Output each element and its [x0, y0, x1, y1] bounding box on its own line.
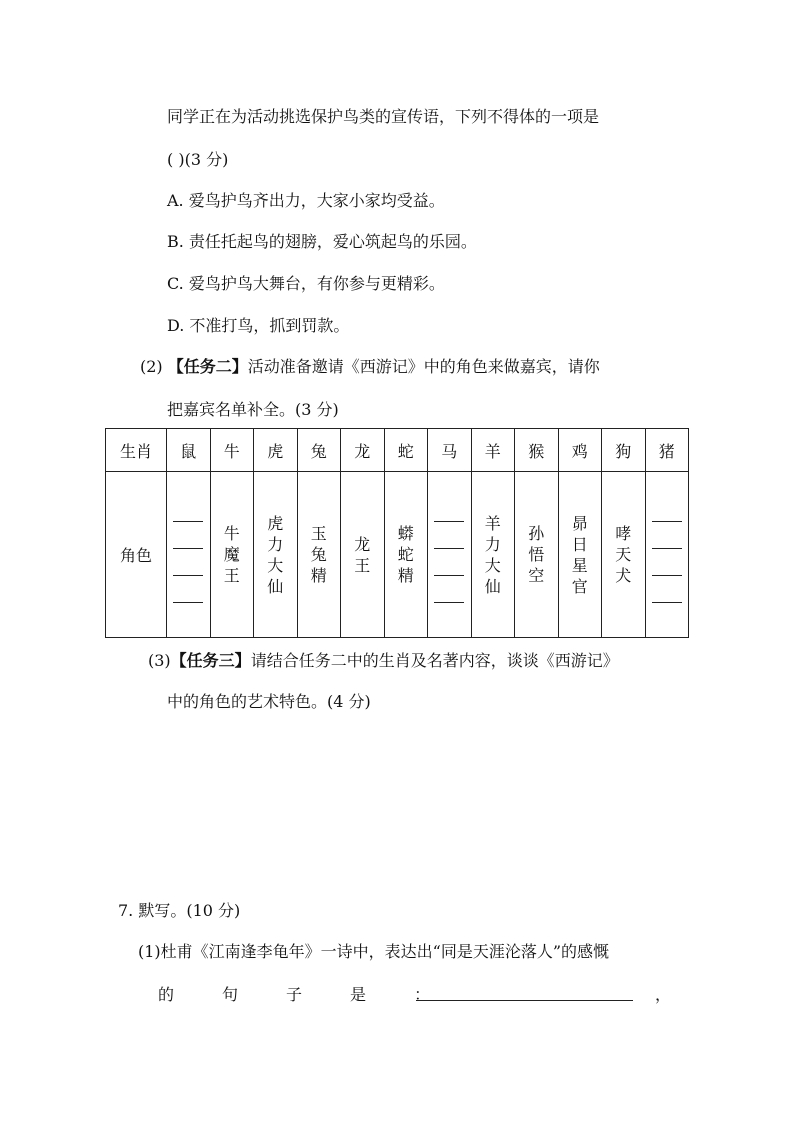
role-char: 悟	[528, 545, 545, 564]
zodiac-cell: 龙	[341, 429, 385, 472]
zodiac-cell: 虎	[254, 429, 298, 472]
spaced-char: 是	[350, 985, 367, 1004]
role-cell	[297, 472, 341, 638]
role-char: 玉	[310, 524, 327, 543]
task2-tag: 【任务二】	[167, 357, 248, 376]
task3-number: (3)	[148, 651, 171, 670]
role-char: 孙	[528, 524, 545, 543]
role-char: 官	[571, 576, 588, 596]
role-char: 日	[571, 534, 588, 554]
task3-line1	[148, 651, 619, 671]
blank-line[interactable]	[652, 561, 682, 576]
role-char: 王	[223, 566, 240, 585]
zodiac-cell: 马	[428, 429, 472, 472]
role-char: 昴	[571, 513, 588, 533]
role-char: 兔	[310, 545, 327, 564]
spaced-char: 句	[222, 985, 239, 1004]
task2-text: 活动准备邀请《西游记》中的角色来做嘉宾，请你	[247, 357, 600, 376]
role-cell	[384, 472, 428, 638]
role-name-vertical	[528, 523, 544, 586]
task2-line2: 把嘉宾名单补全。(3 分)	[167, 400, 339, 419]
role-blank-lines[interactable]	[646, 507, 689, 603]
option-a: A. 爱鸟护鸟齐出力，大家小家均受益。	[167, 191, 445, 210]
question-7-title: 7. 默写。(10 分)	[118, 901, 241, 920]
option-c: C. 爱鸟护鸟大舞台，有你参与更精彩。	[167, 274, 445, 293]
role-name-vertical	[224, 523, 240, 586]
zodiac-cell: 鸡	[558, 429, 602, 472]
zodiac-cell: 蛇	[384, 429, 428, 472]
blank-line[interactable]	[173, 534, 203, 549]
role-cell[interactable]	[167, 472, 211, 638]
role-name-vertical	[398, 523, 414, 586]
role-row	[106, 472, 689, 638]
blank-line[interactable]	[173, 588, 203, 603]
blank-line[interactable]	[652, 507, 682, 522]
role-char: 仙	[484, 576, 501, 596]
role-char: 虎	[267, 513, 284, 533]
question-7-sub1: (1)杜甫《江南逢李龟年》一诗中，表达出“同是天涯沦落人”的感慨	[138, 942, 610, 961]
role-char: 空	[528, 566, 545, 585]
role-cell[interactable]	[428, 472, 472, 638]
option-d: D. 不准打鸟，抓到罚款。	[167, 316, 350, 335]
role-name-vertical	[572, 513, 588, 597]
answer-bracket: ( )(3 分)	[167, 150, 229, 169]
zodiac-role-table	[105, 428, 689, 638]
role-name-vertical	[485, 513, 501, 597]
role-cell	[210, 472, 254, 638]
blank-line[interactable]	[434, 588, 464, 603]
zodiac-cell: 鼠	[167, 429, 211, 472]
role-char: 王	[354, 555, 371, 575]
role-name-vertical	[354, 534, 370, 576]
zodiac-header-label: 生肖	[106, 429, 167, 472]
role-char: 犬	[615, 566, 632, 585]
role-char: 大	[267, 555, 284, 575]
task3-tag: 【任务三】	[170, 651, 251, 670]
zodiac-cell: 羊	[471, 429, 515, 472]
role-blank-lines[interactable]	[167, 507, 210, 603]
spaced-char: 的	[158, 985, 175, 1004]
role-cell	[254, 472, 298, 638]
zodiac-cell: 兔	[297, 429, 341, 472]
zodiac-cell: 牛	[210, 429, 254, 472]
role-char: 精	[397, 566, 414, 585]
role-cell	[471, 472, 515, 638]
role-name-vertical	[267, 513, 283, 597]
blank-line[interactable]	[173, 507, 203, 522]
zodiac-cell: 狗	[602, 429, 646, 472]
role-char: 羊	[484, 513, 501, 533]
task2-number: (2)	[140, 357, 163, 376]
comma: ，	[655, 985, 672, 1004]
blank-line[interactable]	[652, 588, 682, 603]
zodiac-cell: 猴	[515, 429, 559, 472]
answer-fill-line[interactable]	[416, 1000, 633, 1001]
role-char: 仙	[267, 576, 284, 596]
role-name-vertical	[311, 523, 327, 586]
role-char: 魔	[223, 545, 240, 564]
role-char: 蟒	[397, 524, 414, 543]
role-char: 哮	[615, 524, 632, 543]
zodiac-cell: 猪	[645, 429, 689, 472]
option-b: B. 责任托起鸟的翅膀，爱心筑起鸟的乐园。	[167, 232, 477, 251]
role-char: 大	[484, 555, 501, 575]
blank-line[interactable]	[434, 507, 464, 522]
role-char: 星	[571, 555, 588, 575]
role-char: 力	[484, 534, 501, 554]
role-row-label: 角色	[106, 472, 167, 638]
spaced-char: ：	[414, 985, 431, 1004]
question-stem: 同学正在为活动挑选保护鸟类的宣传语，下列不得体的一项是	[167, 107, 600, 126]
role-char: 力	[267, 534, 284, 554]
spaced-char: 子	[286, 985, 303, 1004]
role-cell	[515, 472, 559, 638]
task3-line2: 中的角色的艺术特色。(4 分)	[167, 692, 371, 711]
role-cell[interactable]	[645, 472, 689, 638]
role-cell	[602, 472, 646, 638]
blank-line[interactable]	[173, 561, 203, 576]
role-char: 天	[615, 545, 632, 564]
role-name-vertical	[615, 523, 631, 586]
role-char: 龙	[354, 534, 371, 554]
blank-line[interactable]	[434, 561, 464, 576]
role-char: 精	[310, 566, 327, 585]
role-cell	[558, 472, 602, 638]
blank-line[interactable]	[652, 534, 682, 549]
task2-line1	[140, 357, 600, 377]
blank-line[interactable]	[434, 534, 464, 549]
question-7-sub1-line2	[158, 985, 478, 1005]
task3-text: 请结合任务二中的生肖及名著内容，谈谈《西游记》	[250, 651, 619, 670]
role-char: 蛇	[397, 545, 414, 564]
role-blank-lines[interactable]	[428, 507, 471, 603]
role-char: 牛	[223, 524, 240, 543]
zodiac-header-row	[106, 429, 689, 472]
role-cell	[341, 472, 385, 638]
